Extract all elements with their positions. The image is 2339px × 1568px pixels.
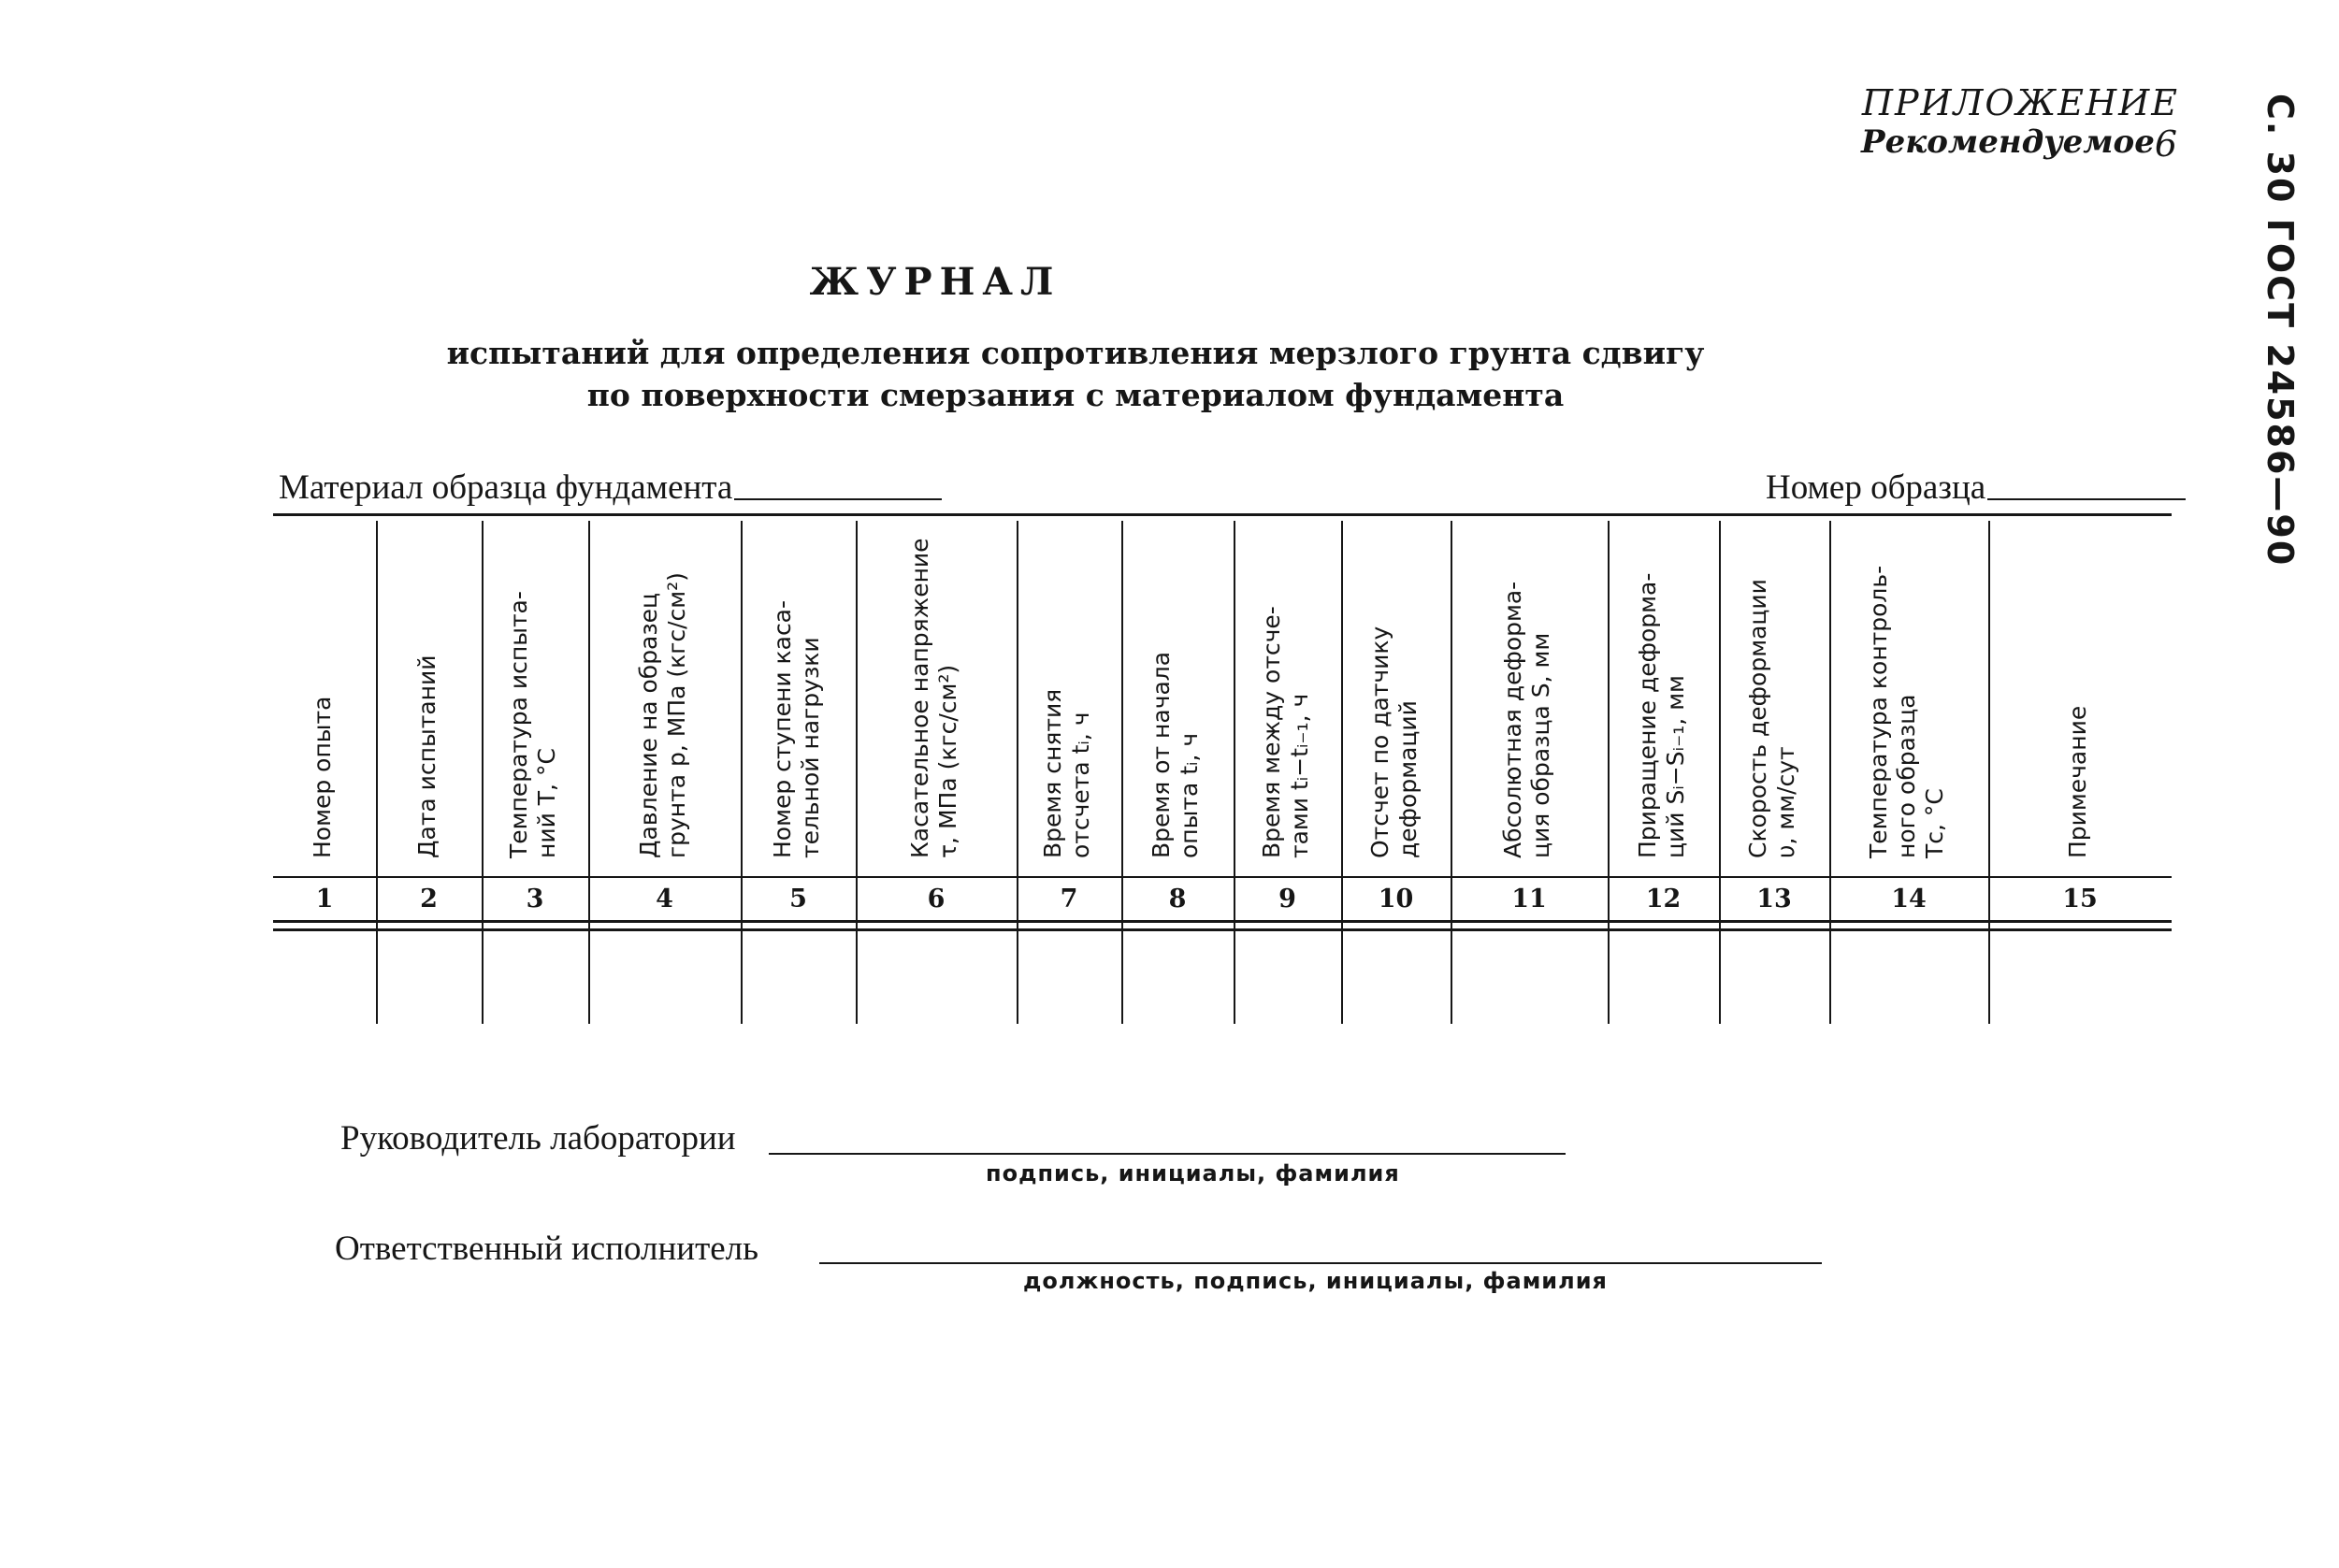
column-number-8: 8 [1168, 885, 1187, 913]
data-cell-14[interactable] [1829, 932, 1988, 1026]
column-header-1 [273, 516, 376, 871]
column-header-14 [1829, 516, 1988, 871]
column-number-9: 9 [1278, 885, 1296, 913]
column-header-text: Примечание [2064, 705, 2091, 858]
column-number-14: 14 [1891, 885, 1927, 913]
data-cell-8[interactable] [1121, 932, 1234, 1026]
column-header-text: Абсолютная деформа- ция образца S, мм [1499, 581, 1554, 858]
journal-table [273, 513, 2172, 1030]
column-number-12: 12 [1645, 885, 1682, 913]
column-header-11 [1451, 516, 1608, 871]
document-subtitle-line-1: испытаний для определения сопротивления мерзлого грунта сдвигу [446, 335, 1705, 371]
column-header-text: Температура контроль- ного образца Tс, °C [1865, 565, 1948, 858]
lab-head-caption: подпись, инициалы, фамилия [986, 1160, 1400, 1187]
data-cell-2[interactable] [376, 932, 482, 1026]
column-header-15 [1988, 516, 2172, 871]
column-header-text: Номер ступени каса- тельной нагрузки [768, 599, 824, 858]
column-number-13: 13 [1756, 885, 1792, 913]
page-reference: С. 30 ГОСТ 24586—90 [2260, 94, 2301, 568]
sample-number-field [1766, 468, 2186, 508]
column-number-7: 7 [1060, 885, 1078, 913]
column-header-10 [1341, 516, 1451, 871]
column-header-6 [856, 516, 1017, 871]
column-header-text: Номер опыта [309, 696, 336, 858]
column-header-text: Температура испыта- ний T, °C [505, 591, 560, 858]
column-number-5: 5 [789, 885, 807, 913]
column-header-text: Давление на образец грунта p, МПа (кгс/см²) [634, 572, 690, 858]
column-header-4 [588, 516, 741, 871]
appendix-title: ПРИЛОЖЕНИЕ 6 [1861, 82, 2179, 165]
column-header-5 [741, 516, 856, 871]
column-number-4: 4 [656, 885, 673, 913]
lab-head-signature-line[interactable] [769, 1153, 1566, 1155]
material-label: Материал образца фундамента [279, 468, 733, 507]
column-header-text: Время между отсче- тами tᵢ−tᵢ₋₁, ч [1257, 606, 1313, 858]
column-header-9 [1234, 516, 1341, 871]
column-number-6: 6 [927, 885, 946, 913]
data-cell-11[interactable] [1451, 932, 1608, 1026]
column-number-15: 15 [2062, 885, 2098, 913]
appendix-status: Рекомендуемое [1861, 123, 2155, 161]
column-number-11: 11 [1511, 885, 1547, 913]
responsible-label: Ответственный исполнитель [335, 1230, 758, 1268]
column-header-13 [1719, 516, 1829, 871]
column-number-3: 3 [526, 885, 544, 913]
column-header-3 [482, 516, 588, 871]
data-cell-5[interactable] [741, 932, 856, 1026]
header-rule [273, 876, 2172, 878]
column-number-10: 10 [1378, 885, 1414, 913]
data-cell-3[interactable] [482, 932, 588, 1026]
column-header-text: Касательное напряжение τ, МПа (кгс/см²) [906, 538, 961, 858]
data-cell-4[interactable] [588, 932, 741, 1026]
data-cell-10[interactable] [1341, 932, 1451, 1026]
document-subtitle-line-2: по поверхности смерзания с материалом фундамента [586, 377, 1565, 413]
data-cell-6[interactable] [856, 932, 1017, 1026]
sample-number-blank[interactable] [1987, 498, 2186, 500]
data-cell-9[interactable] [1234, 932, 1341, 1026]
column-number-2: 2 [420, 885, 438, 913]
responsible-caption: должность, подпись, инициалы, фамилия [1023, 1268, 1608, 1294]
sample-number-label: Номер образца [1766, 468, 1986, 507]
material-field [279, 468, 942, 508]
lab-head-label: Руководитель лаборатории [340, 1119, 736, 1158]
data-cell-15[interactable] [1988, 932, 2172, 1026]
column-header-12 [1608, 516, 1719, 871]
responsible-signature-line[interactable] [819, 1262, 1822, 1264]
column-header-text: Дата испытаний [412, 655, 440, 858]
data-cell-1[interactable] [273, 932, 376, 1026]
column-header-7 [1017, 516, 1121, 871]
material-blank[interactable] [734, 498, 942, 500]
column-header-text: Время от начала опыта tᵢ, ч [1148, 651, 1203, 858]
data-cell-13[interactable] [1719, 932, 1829, 1026]
data-cell-12[interactable] [1608, 932, 1719, 1026]
column-header-text: Время снятия отсчета tᵢ, ч [1039, 688, 1094, 858]
column-header-8 [1121, 516, 1234, 871]
data-cell-7[interactable] [1017, 932, 1121, 1026]
column-header-text: Приращение деформа- ций Sᵢ−Sᵢ₋₁, мм [1633, 572, 1689, 858]
column-header-text: Скорость деформации υ, мм/сут [1744, 579, 1799, 858]
column-header-2 [376, 516, 482, 871]
column-header-text: Отсчет по датчику деформаций [1365, 626, 1422, 858]
column-number-1: 1 [315, 885, 334, 913]
document-title: ЖУРНАЛ [809, 260, 1061, 304]
numbers-double-rule [273, 920, 2172, 931]
